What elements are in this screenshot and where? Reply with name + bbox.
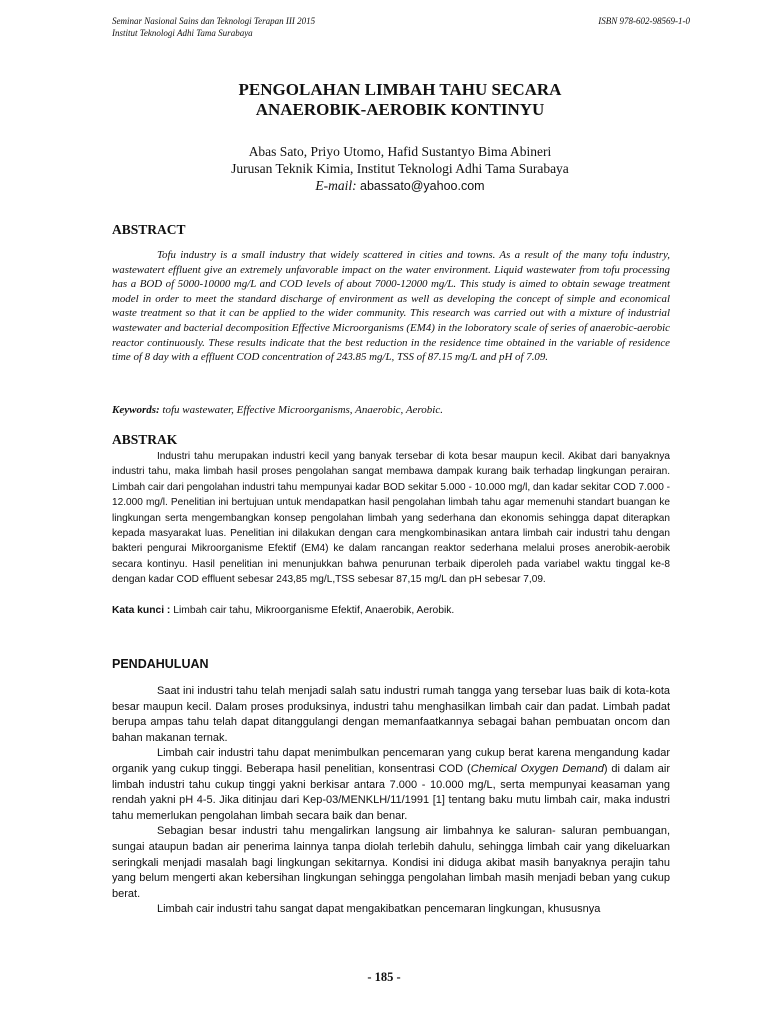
title-line-1: PENGOLAHAN LIMBAH TAHU SECARA (238, 80, 562, 99)
intro-paragraph-4: Limbah cair industri tahu sangat dapat mengakibatkan pencemaran lingkungan, khususnya (157, 903, 601, 916)
abstract-keywords (112, 404, 670, 416)
intro-paragraph-3: Sebagian besar industri tahu mengalirkan langsung air limbahnya ke saluran- saluran pembuangan, sungai ataupun badan air penerima lainnya tanpa diolah terlebih dahulu, sehingga limbah cair yang dikeluarkan seringkali menjadi masalah bagi lingkungan sekitarnya. Kondisi ini diduga akibat masih banyaknya perajin tahu yang belum mengerti akan kebersihan lingkungan sehingga pengolahan limbah masih menjadi beban yang cukup berat. (112, 825, 670, 900)
intro-heading: PENDAHULUAN (112, 657, 209, 671)
isbn: ISBN 978-602-98569-1-0 (598, 16, 690, 26)
email-line (112, 177, 688, 195)
author-names: Abas Sato, Priyo Utomo, Hafid Sustantyo Bima Abineri (248, 144, 552, 159)
email-label: E-mail: (315, 178, 357, 193)
intro-paragraph-2 (112, 746, 670, 824)
paper-title (112, 80, 688, 120)
title-line-2: ANAEROBIK-AEROBIK KONTINYU (255, 100, 545, 119)
abstrak-keywords (112, 605, 670, 616)
email-address: abassato@yahoo.com (360, 179, 485, 193)
p2-part-b: ) di dalam air limbah industri tahu cukup tinggi yakni berkisar antara 7.000 - 10.000 mg/L, serta mempunyai keasaman yang rendah yakni pH 4-5. Jika ditinjau dari Kep-03/MENKLH/11/1991 [1] tentang baku mutu limbah cair, maka industri tahu memerlukan pengolahan limbah secara baik dan benar. (112, 762, 671, 822)
institute-name: Institut Teknologi Adhi Tama Surabaya (112, 28, 253, 38)
abstrak-body: Industri tahu merupakan industri kecil yang banyak tersebar di kota besar maupun kecil. Akibat dari banyaknya industri tahu, maka limbah hasil proses pengolahan sangat membawa dampak kurang baik terhadap lingkungan perairan. Limbah cair dari pengolahan industri tahu mempunyai kadar BOD sekitar 5.000 - 10.000 mg/l, dan kadar sekitar COD 7.000 - 12.000 mg/l. Penelitian ini bertujuan untuk mendapatkan hasil pengolahan limbah tahu agar memenuhi standart buangan ke lingkungan serta mengembangkan konsep pengolahan limbah yang sederhana dan ekonomis sehingga dapat diterapkan kepada masyarakat luas. Penelitian ini dilakukan dengan cara mengkombinasikan antara limbah cair industri tahu dengan bakteri pengurai Mikroorganisme Efektif (EM4) ke dalam rancangan reaktor sederhana melalui proses anerobik-aerobik secara kontinyu. Hasil penelitian ini menunjukkan bahwa penurunan terbaik diperoleh pada variabel waktu tinggal ke-8 dengan kadar COD effluent sebesar 243,85 mg/L,TSS sebesar 87,15 mg/L dan pH sebesar 7,09. (112, 451, 670, 586)
p2-part-a: Limbah cair industri tahu dapat menimbulkan pencemaran yang cukup berat karena mengandung kadar organik yang cukup tinggi. Beberapa hasil penelitian, konsentrasi COD ( (112, 747, 670, 775)
intro-body (112, 684, 670, 918)
author-block (112, 143, 688, 195)
abstract-heading: ABSTRACT (112, 222, 186, 237)
keywords-text: tofu wastewater, Effective Microorganisms, Anaerobic, Aerobic. (162, 404, 443, 416)
abstrak-heading: ABSTRAK (112, 432, 178, 447)
intro-paragraph-1: Saat ini industri tahu telah menjadi salah satu industri rumah tangga yang tersebar luas baik di kota-kota besar maupun kecil. Dalam proses produksinya, industri tahu menghasilkan limbah cair dan padat. Limbah padat berupa ampas tahu telah dapat ditanggulangi dengan memanfaatkannya sebagai bahan pembuatan oncom dan bahan makanan ternak. (112, 685, 670, 744)
kata-kunci-label: Kata kunci : (112, 605, 171, 616)
seminar-name: Seminar Nasional Sains dan Teknologi Terapan III 2015 (112, 16, 316, 26)
keywords-label: Keywords: (112, 404, 160, 416)
abstract-body: Tofu industry is a small industry that widely scattered in cities and towns. As a result of the many tofu industry, wastewatert effluent give an extremely unfavorable impact on the water environment. Liquid wastewater from tofu processing has a BOD of 5000-10000 mg/L and COD levels of about 7000-12000 mg/L. This study is aimed to obtain sewage treatment model in order to meet the standard discharge of environment as well as developing the concept of simple and economical waste treatment so that it can be applied to the wider community. This research was carried out with a mixture of industrial wastewater and bacterial decomposition Effective Microorganisms (EM4) in the loboratory scale of series of anaerobic-aerobic reactor continuously. These results indicate that the best reduction in the residence time obtained in the variable of residence time of 8 day with a effluent COD concentration of 243.85 mg/L, TSS of 87.15 mg/L and pH of 7.09. (112, 249, 670, 364)
affiliation: Jurusan Teknik Kimia, Institut Teknologi Adhi Tama Surabaya (231, 161, 569, 176)
page-number: - 185 - (367, 970, 401, 984)
kata-kunci-text: Limbah cair tahu, Mikroorganisme Efektif, Anaerobik, Aerobik. (173, 605, 455, 616)
p2-emphasis: Chemical Oxygen Demand (470, 762, 604, 775)
